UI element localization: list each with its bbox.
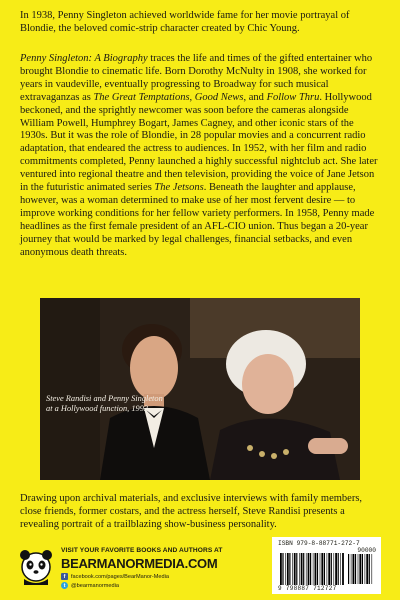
show-title-4: The Jetsons <box>154 182 204 194</box>
isbn-text: ISBN 979-8-88771-272-7 <box>278 540 360 547</box>
photo-caption: Steve Randisi and Penny Singleton at a Hollywood function, 1993. <box>46 394 163 414</box>
publisher-visit-text: VISIT YOUR FAVORITE BOOKS AND AUTHORS AT <box>61 547 223 554</box>
closing-paragraph: Drawing upon archival materials, and exclusive interviews with family members, close friends, former costars, and the actress herself, Steve Randisi presents a revealing portrait of a trailblazing show-business personality. <box>20 493 363 530</box>
separator-1: , <box>189 91 195 103</box>
body-text-1: traces the life and times of the gifted entertainer who brought Blondie to cinematic life. Born Dorothy McNulty in 1908, she worked for years in vaudeville, eventually progressing to Broadway for such musical extravaganzas as <box>20 53 373 103</box>
main-barcode-bars <box>280 553 344 585</box>
book-title: Penny Singleton: A Biography <box>20 53 148 64</box>
body-text-3: . Beneath the laughter and applause, however, was a woman determined to make use of her most fervent desire — to improve working conditions for her fellow variety performers. In 1958, Penny made headlines as the first female president of an AFL-CIO union. Thus began a 20-year journey that would be marked by legal challenges, financial setbacks, and even anonymous death threats. <box>20 182 375 258</box>
show-title-1: The Great Temptations <box>93 91 190 103</box>
facebook-url[interactable]: facebook.com/pages/BearManor-Media <box>71 573 169 580</box>
intro-paragraph: In 1938, Penny Singleton achieved worldwide fame for her movie portrayal of Blondie, the beloved comic-strip character created by Chic Young. <box>20 10 350 34</box>
isbn-barcode <box>272 537 381 594</box>
publisher-website-link[interactable]: BEARMANORMEDIA.COM <box>61 556 218 571</box>
facebook-row[interactable] <box>61 573 169 580</box>
show-title-2: Good News <box>194 91 244 103</box>
body-text-2: . Hollywood beckoned, and the sprightly newcomer was soon before the cameras alongside William Powell, Humphrey Bogart, James Cagney, and other iconic stars of the 1930s. But it was the role of Blondie, in 28 popular movies and a concurrent radio adaptation, that endeared the actress to audiences. In 1952, with her film and radio commitments completed, Penny launched a highly successful nightclub act. She later ventured into regional theatre and then television, providing the voice of Jane Jetson in the futuristic animated series <box>20 91 378 194</box>
price-code: 90000 <box>357 547 376 554</box>
separator-2: , and <box>243 91 267 103</box>
barcode-digits: 9 798887 712727 <box>278 585 337 592</box>
photo-illustration <box>40 298 360 480</box>
twitter-handle[interactable]: @bearmanormedia <box>71 582 119 589</box>
show-title-3: Follow Thru <box>266 91 320 103</box>
biography-paragraph <box>20 53 382 260</box>
addon-barcode-bars <box>348 554 374 584</box>
twitter-icon: t <box>61 582 68 589</box>
facebook-icon: f <box>61 573 68 580</box>
author-photo <box>40 298 360 480</box>
twitter-row[interactable] <box>61 582 119 589</box>
bearmanor-panda-logo <box>20 547 52 585</box>
